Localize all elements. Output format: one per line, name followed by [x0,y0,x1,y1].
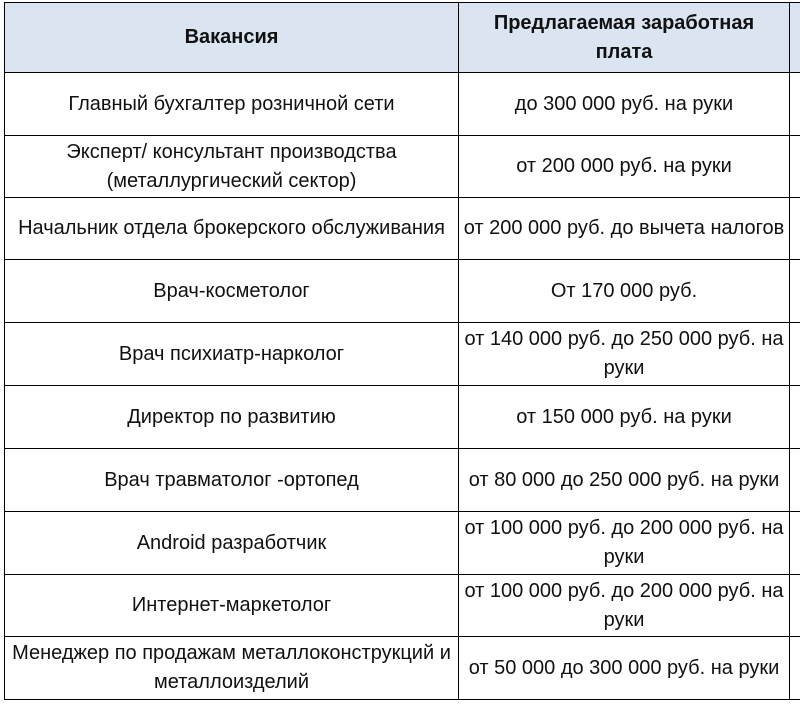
header-stub-cell [790,3,800,73]
table-row [5,323,800,386]
table-row [5,637,800,700]
salary-cell: От 170 000 руб. [459,260,790,323]
header-salary: Предлагаемая заработная плата [459,3,790,73]
vacancy-cell: Android разработчик [5,512,459,575]
table-row [5,449,800,512]
salary-cell: до 300 000 руб. на руки [459,73,790,136]
table-row [5,512,800,575]
header-vacancy: Вакансия [5,3,459,73]
stub-cell [790,512,800,575]
salary-cell: от 50 000 до 300 000 руб. на руки [459,637,790,700]
salary-cell: от 200 000 руб. до вычета налогов [459,198,790,260]
table-row [5,198,800,260]
vacancy-cell: Врач психиатр-нарколог [5,323,459,386]
stub-cell [790,198,800,260]
table-row [5,260,800,323]
vacancy-cell: Эксперт/ консультант производства (металлургический сектор) [5,136,459,198]
table-row [5,575,800,637]
stub-cell [790,73,800,136]
vacancy-cell: Врач-косметолог [5,260,459,323]
stub-cell [790,386,800,449]
vacancy-cell: Менеджер по продажам металлоконструкций и металлоизделий [5,637,459,700]
salary-cell: от 100 000 руб. до 200 000 руб. на руки [459,512,790,575]
vacancy-cell: Интернет-маркетолог [5,575,459,637]
salary-cell: от 150 000 руб. на руки [459,386,790,449]
table-row [5,73,800,136]
vacancy-cell: Директор по развитию [5,386,459,449]
vacancy-cell: Главный бухгалтер розничной сети [5,73,459,136]
table-row [5,136,800,198]
table-header-row [5,3,800,73]
stub-cell [790,260,800,323]
salary-cell: от 80 000 до 250 000 руб. на руки [459,449,790,512]
salary-cell: от 140 000 руб. до 250 000 руб. на руки [459,323,790,386]
stub-cell [790,637,800,700]
vacancy-salary-table [4,2,800,700]
table-row [5,386,800,449]
vacancy-cell: Начальник отдела брокерского обслуживания [5,198,459,260]
salary-cell: от 200 000 руб. на руки [459,136,790,198]
salary-cell: от 100 000 руб. до 200 000 руб. на руки [459,575,790,637]
stub-cell [790,136,800,198]
stub-cell [790,449,800,512]
vacancy-cell: Врач травматолог -ортопед [5,449,459,512]
stub-cell [790,575,800,637]
stub-cell [790,323,800,386]
